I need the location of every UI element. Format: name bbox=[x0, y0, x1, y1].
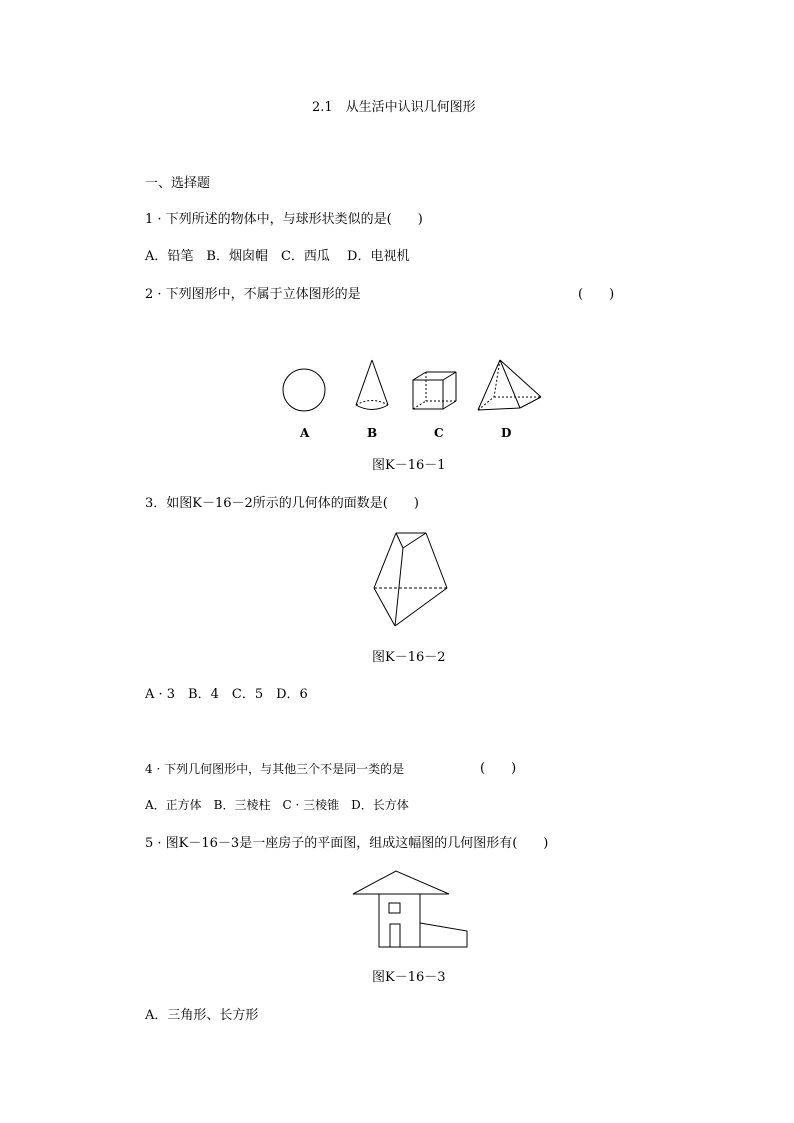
roof-triangle bbox=[353, 871, 449, 894]
figure-3-caption: 图K－16－3 bbox=[372, 970, 446, 985]
figure-k16-2 bbox=[370, 528, 450, 630]
figure-label-c: C bbox=[434, 426, 444, 440]
figure-label-d: D bbox=[501, 426, 512, 440]
figure-label-b: B bbox=[367, 426, 378, 440]
figure-label-a: A bbox=[300, 426, 310, 440]
question-1-stem: 1 · 下列所述的物体中，与球形状类似的是( ) bbox=[145, 212, 423, 227]
figure-k16-3 bbox=[350, 868, 472, 952]
house-shape bbox=[353, 871, 467, 947]
question-5-stem: 5 · 图K－16－3是一座房子的平面图，组成这幅图的几何图形有( ) bbox=[145, 836, 549, 851]
question-3-stem: 3．如图K－16－2所示的几何体的面数是( ) bbox=[145, 496, 419, 511]
pyramid-shape bbox=[478, 360, 541, 410]
figure-k16-1 bbox=[270, 355, 550, 420]
window-square bbox=[389, 903, 400, 913]
polyhedron-shape bbox=[374, 533, 447, 626]
annex-trapezoid bbox=[420, 923, 467, 947]
question-1-options: A．铅笔 B．烟囱帽 C．西瓜 D．电视机 bbox=[145, 249, 410, 264]
question-4-stem: 4 · 下列几何图形中，与其他三个不是同一类的是 bbox=[145, 762, 405, 776]
door-rectangle bbox=[390, 924, 400, 947]
question-2-stem: 2 · 下列图形中，不属于立体图形的是 bbox=[145, 287, 361, 302]
cone-shape bbox=[356, 360, 388, 410]
question-5-option-a: A．三角形、长方形 bbox=[145, 1008, 259, 1023]
question-4-bracket: ( ) bbox=[480, 761, 517, 776]
circle-shape bbox=[283, 369, 325, 411]
question-3-options: A · 3 B．4 C．5 D．6 bbox=[145, 687, 308, 702]
figure-1-caption: 图K－16－1 bbox=[372, 458, 446, 473]
figure-2-caption: 图K－16－2 bbox=[372, 650, 446, 665]
section-heading: 一、选择题 bbox=[145, 176, 211, 191]
question-2-bracket: ( ) bbox=[578, 287, 615, 302]
question-4-options: A．正方体 B．三棱柱 C · 三棱锥 D．长方体 bbox=[145, 798, 409, 812]
page-title: 2.1 从生活中认识几何图形 bbox=[312, 100, 476, 115]
cube-shape bbox=[413, 372, 456, 409]
